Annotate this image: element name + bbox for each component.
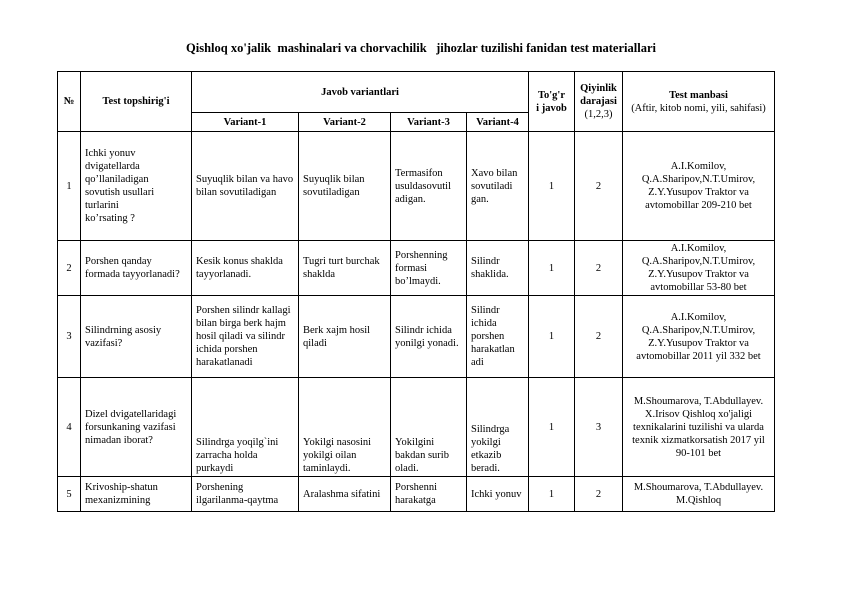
row-correct: 1 (529, 378, 575, 477)
row-difficulty: 3 (575, 378, 623, 477)
row-variant-3: Termasifon usuldasovutil adigan. (391, 132, 467, 241)
header-source-hint: (Aftir, kitob nomi, yili, sahifasi) (631, 102, 766, 114)
row-source: M.Shoumarova, T.Abdullayev. M.Qishloq (623, 477, 775, 512)
row-source: A.I.Komilov, Q.A.Sharipov,N.T.Umirov, Z.Y.Yusupov Traktor va avtomobillar 209-210 bet (623, 132, 775, 241)
header-difficulty-scale: (1,2,3) (584, 109, 613, 120)
row-variant-2: Berk xajm hosil qiladi (299, 296, 391, 378)
row-source: A.I.Komilov, Q.A.Sharipov,N.T.Umirov, Z.Y.Yusupov Traktor va avtomobillar 53-80 bet (623, 241, 775, 296)
row-variant-4: Silindr shaklida. (467, 241, 529, 296)
header-variant-3: Variant-3 (391, 113, 467, 132)
row-variant-2: Suyuqlik bilan sovutiladigan (299, 132, 391, 241)
header-difficulty (575, 72, 623, 132)
row-task: Ichki yonuv dvigatellarda qo’llaniladigan sovutish usullari turlarini ko’rsating ? (81, 132, 192, 241)
row-task: Porshen qanday formada tayyorlanadi? (81, 241, 192, 296)
row-variant-4: Silindr ichida porshen harakatlan adi (467, 296, 529, 378)
row-difficulty: 2 (575, 132, 623, 241)
header-variant-2: Variant-2 (299, 113, 391, 132)
header-variant-4: Variant-4 (467, 113, 529, 132)
row-source: A.I.Komilov, Q.A.Sharipov,N.T.Umirov, Z.Y.Yusupov Traktor va avtomobillar 2011 yil 332 bet (623, 296, 775, 378)
row-num: 5 (58, 477, 81, 512)
row-variant-3: Silindr ichida yonilgi yonadi. (391, 296, 467, 378)
header-num: № (58, 72, 81, 132)
row-variant-2: Aralashma sifatini (299, 477, 391, 512)
table-row (58, 296, 775, 378)
header-difficulty-label: Qiyinlik darajasi (580, 83, 617, 107)
row-variant-4: Ichki yonuv (467, 477, 529, 512)
row-variant-1: Silindrga yoqilg`ini zarracha holda purkaydi (192, 378, 299, 477)
header-source (623, 72, 775, 132)
row-correct: 1 (529, 132, 575, 241)
row-variant-1: Suyuqlik bilan va havo bilan sovutiladigan (192, 132, 299, 241)
row-variant-1: Porshen silindr kallagi bilan birga berk hajm hosil qiladi va silindr ichida porshen harakatlanadi (192, 296, 299, 378)
row-variant-2: Yokilgi nasosini yokilgi oilan taminlaydi. (299, 378, 391, 477)
header-answers: Javob variantlari (192, 72, 529, 113)
row-task: Silindrning asosiy vazifasi? (81, 296, 192, 378)
row-variant-4: Silindrga yokilgi etkazib beradi. (467, 378, 529, 477)
row-num: 3 (58, 296, 81, 378)
row-source: M.Shoumarova, T.Abdullayev. X.Irisov Qishloq xo'jaligi texnikalarini tuzilishi va ularda texnik xizmatkorsatish 2017 yil 90-101 bet (623, 378, 775, 477)
row-difficulty: 2 (575, 241, 623, 296)
row-variant-1: Porshening ilgarilanma-qaytma (192, 477, 299, 512)
table-row (58, 132, 775, 241)
table-row (58, 477, 775, 512)
row-variant-4: Xavo bilan sovutiladi gan. (467, 132, 529, 241)
row-variant-3: Yokilgini bakdan surib oladi. (391, 378, 467, 477)
header-correct: To'g'r i javob (529, 72, 575, 132)
table-row (58, 241, 775, 296)
row-task: Dizel dvigatellaridagi forsunkaning vazifasi nimadan iborat? (81, 378, 192, 477)
header-variant-1: Variant-1 (192, 113, 299, 132)
test-materials-table (57, 71, 775, 512)
row-correct: 1 (529, 477, 575, 512)
row-num: 1 (58, 132, 81, 241)
row-difficulty: 2 (575, 477, 623, 512)
header-task: Test topshirig'i (81, 72, 192, 132)
document-title: Qishloq xo'jalik mashinalari va chorvachilik jihozlar tuzilishi fanidan test materiallari (186, 41, 656, 55)
row-num: 4 (58, 378, 81, 477)
row-correct: 1 (529, 296, 575, 378)
row-task: Krivoship-shatun mexanizmining (81, 477, 192, 512)
row-variant-2: Tugri turt burchak shaklda (299, 241, 391, 296)
header-row (58, 72, 775, 113)
row-variant-1: Kesik konus shaklda tayyorlanadi. (192, 241, 299, 296)
row-correct: 1 (529, 241, 575, 296)
table-row (58, 378, 775, 477)
row-num: 2 (58, 241, 81, 296)
row-variant-3: Porshenni harakatga (391, 477, 467, 512)
row-difficulty: 2 (575, 296, 623, 378)
row-variant-3: Porshenning formasi bo’lmaydi. (391, 241, 467, 296)
header-source-label: Test manbasi (669, 89, 728, 101)
